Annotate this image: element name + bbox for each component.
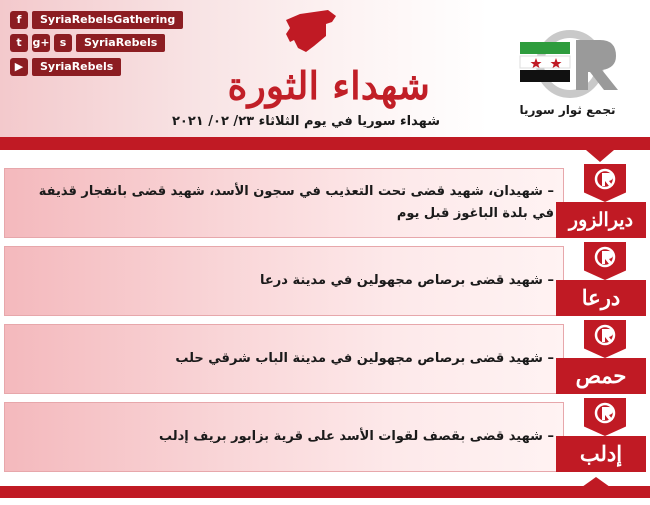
logo-icon: [590, 401, 620, 429]
google-plus-icon[interactable]: g+: [32, 34, 50, 52]
page-subtitle: شهداء سوريا في يوم الثلاثاء ٢٣/ ٠٢/ ٢٠٢١: [172, 114, 440, 129]
entry-text: [18, 324, 558, 394]
twitter-link[interactable]: SyriaRebels: [76, 34, 165, 52]
city-tab-top: [584, 164, 626, 202]
list-item: [4, 324, 646, 394]
facebook-link[interactable]: SyriaRebelsGathering: [32, 11, 183, 29]
entry-line: – شهيدان، شهيد قضى تحت التعذيب في سجون الأسد، شهيد قضى بانفجار قذيفة: [38, 184, 554, 199]
youtube-icon[interactable]: ▶: [10, 58, 28, 76]
city-name: حمص: [556, 358, 646, 394]
top-divider: [0, 137, 650, 150]
header-banner: [0, 0, 650, 150]
facebook-icon[interactable]: f: [10, 11, 28, 29]
skype-icon[interactable]: s: [54, 34, 72, 52]
page-title: شهداء الثورة: [227, 63, 430, 108]
entry-text: [18, 168, 558, 238]
syria-rebels-logo: [512, 28, 624, 100]
syria-map-icon: [276, 6, 342, 56]
city-tab-top: [584, 398, 626, 436]
entry-line: في بلدة الباغوز قبل يوم: [396, 206, 554, 221]
entry-text: [18, 402, 558, 472]
twitter-icon[interactable]: t: [10, 34, 28, 52]
city-name: ديرالزور: [556, 202, 646, 238]
entry-line: – شهيد قضى بقصف لقوات الأسد على قرية بزابور بريف إدلب: [158, 429, 554, 444]
logo-icon: [590, 245, 620, 273]
social-row-twitter: [10, 34, 165, 52]
bottom-divider: [0, 486, 650, 498]
city-tab: [556, 320, 646, 400]
logo-icon: [590, 323, 620, 351]
city-tab: [556, 242, 646, 322]
list-item: [4, 168, 646, 238]
social-row-facebook: [10, 11, 183, 29]
list-item: [4, 246, 646, 316]
list-item: [4, 402, 646, 472]
logo-icon: [590, 167, 620, 195]
city-tab: [556, 164, 646, 244]
entry-line: – شهيد قضى برصاص مجهولين في مدينة درعا: [260, 273, 554, 288]
city-tab: [556, 398, 646, 478]
city-tab-top: [584, 320, 626, 358]
entry-line: – شهيد قضى برصاص مجهولين في مدينة الباب شرقي حلب: [175, 351, 554, 366]
top-divider-notch: [586, 150, 614, 162]
logo-caption: تجمع ثوار سوريا: [519, 103, 616, 117]
city-name: إدلب: [556, 436, 646, 472]
entry-text: [18, 246, 558, 316]
social-row-youtube: [10, 58, 121, 76]
city-name: درعا: [556, 280, 646, 316]
youtube-link[interactable]: SyriaRebels: [32, 58, 121, 76]
city-tab-top: [584, 242, 626, 280]
